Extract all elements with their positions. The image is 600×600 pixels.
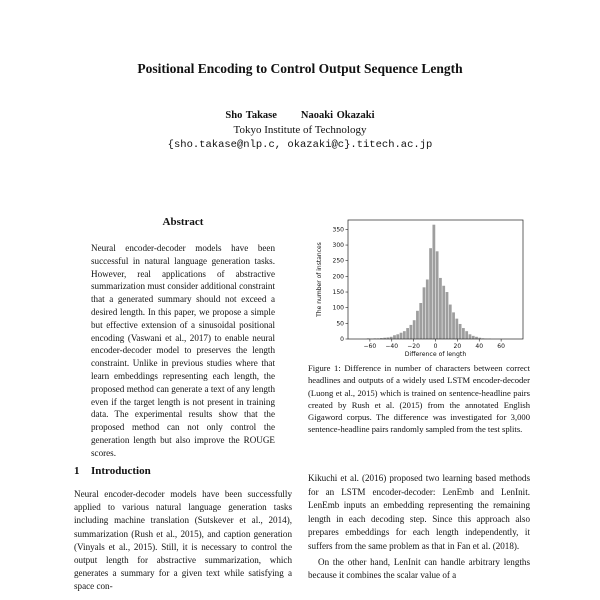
histogram-bar bbox=[419, 303, 422, 339]
y-tick-label: 200 bbox=[332, 273, 344, 281]
x-axis-label: Difference of length bbox=[404, 351, 467, 358]
right-column-text bbox=[308, 472, 530, 583]
histogram-bar bbox=[403, 331, 406, 339]
histogram-bar bbox=[436, 251, 439, 339]
x-tick-label: −60 bbox=[363, 343, 377, 350]
histogram-bar bbox=[462, 328, 465, 339]
y-axis-label: The number of instances bbox=[316, 242, 323, 317]
histogram-bar bbox=[400, 333, 403, 339]
histogram-bar bbox=[416, 311, 419, 339]
histogram-bar bbox=[452, 312, 455, 339]
histogram-bar bbox=[472, 336, 475, 339]
x-tick-label: 0 bbox=[433, 343, 438, 350]
author-name: Sho Takase bbox=[225, 110, 277, 121]
histogram-bar bbox=[455, 319, 458, 339]
y-tick-label: 300 bbox=[332, 242, 344, 250]
author-name: Naoaki Okazaki bbox=[300, 110, 375, 121]
figure-histogram bbox=[308, 216, 530, 362]
histogram-bar bbox=[429, 248, 432, 339]
y-tick-label: 100 bbox=[332, 304, 344, 312]
introduction-text: Neural encoder-decoder models have been successfully applied to various natural language generation tasks including machine translation (Sutskever et al., 2014), summarization (Rush et al., 2015), and caption generation (Vinyals et al., 2015). Still, it is necessary to control the output length for abstractive summarization, which generates a summary for a given text while satisfying a space con- bbox=[74, 489, 292, 592]
author-email: {sho.takase@nlp.c, okazaki@c}.titech.ac.jp bbox=[167, 139, 433, 151]
histogram-bar bbox=[469, 334, 472, 339]
paragraph: Kikuchi et al. (2016) proposed two learning based methods for an LSTM encoder-decoder: LenEmb and LenInit. LenEmb inputs an embedding representing the remaining length in each decoding step. Since this approach also prepares embeddings for each length independently, it suffers from the same problem as that in Fan et al. (2018). bbox=[308, 473, 530, 551]
histogram-bar bbox=[396, 334, 399, 339]
histogram-bar bbox=[413, 320, 416, 339]
histogram-bar bbox=[442, 286, 445, 339]
affiliation: Tokyo Institute of Technology bbox=[233, 124, 367, 136]
histogram-bar bbox=[459, 324, 462, 339]
x-tick-label: 60 bbox=[497, 343, 505, 350]
x-tick-label: 40 bbox=[475, 343, 484, 350]
section-number: 1 bbox=[74, 465, 80, 477]
abstract-heading: Abstract bbox=[162, 216, 204, 228]
x-tick-label: 20 bbox=[453, 343, 462, 350]
paper-title: Positional Encoding to Control Output Sequence Length bbox=[137, 61, 463, 76]
x-tick-label: −40 bbox=[385, 343, 399, 350]
figure-caption: Figure 1: Difference in number of characters between correct headlines and outputs of a widely used LSTM encoder-decoder (Luong et al., 2015) which is trained on sentence-headline pairs created by Rush et al. (2015) from the annotated English Gigaword corpus. The difference was investigated for 3,000 sentence-headline pairs randomly sampled from the test splits. bbox=[308, 363, 530, 435]
y-tick-label: 150 bbox=[332, 289, 344, 297]
histogram-bar bbox=[439, 278, 442, 339]
histogram-bar bbox=[465, 331, 468, 339]
paragraph: On the other hand, LenInit can handle arbitrary lengths because it combines the scalar value of a bbox=[308, 556, 530, 581]
y-tick-label: 50 bbox=[336, 320, 344, 328]
abstract-text: Neural encoder-decoder models have been successful in natural language generation tasks. However, real applications of abstractive summarization must consider additional constraint that a generated summary should not exceed a desired length. In this paper, we propose a simple but effective extension of a sinusoidal positional encoding (Vaswani et al., 2017) to enable neural encoder-decoder model to preserves the length constraint. Unlike in previous studies where that learn embeddings representing each length, the proposed method can generate a text of any length even if the target length is not present in training data. The experimental results show that the proposed method can not only control the generation length but also improve the ROUGE scores. bbox=[91, 243, 275, 458]
y-tick-label: 350 bbox=[332, 226, 344, 234]
y-tick-label: 0 bbox=[340, 336, 344, 343]
histogram-bar bbox=[423, 287, 426, 339]
x-tick-label: −20 bbox=[407, 343, 420, 350]
histogram-bar bbox=[393, 335, 396, 339]
histogram-bar bbox=[446, 292, 449, 339]
histogram-bar bbox=[426, 280, 429, 340]
plot-frame bbox=[348, 220, 523, 339]
histogram-bar bbox=[432, 225, 435, 339]
histogram-bar bbox=[449, 305, 452, 339]
histogram-bar bbox=[410, 325, 413, 339]
section-title: Introduction bbox=[91, 465, 151, 477]
y-tick-label: 250 bbox=[332, 257, 344, 265]
author-list bbox=[0, 110, 600, 121]
histogram-bar bbox=[406, 328, 409, 339]
section-heading-introduction bbox=[74, 465, 151, 477]
